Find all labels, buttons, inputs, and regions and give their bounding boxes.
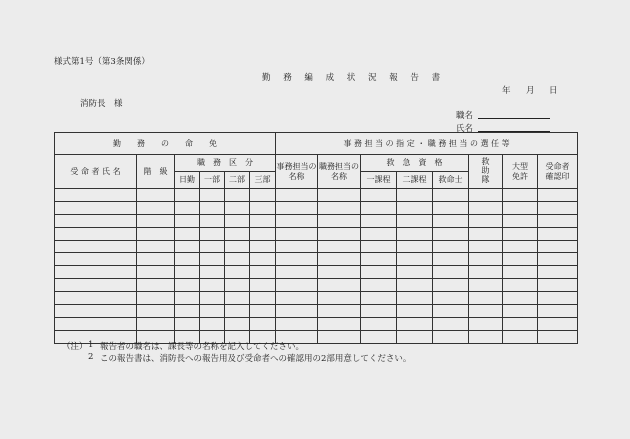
table-cell[interactable] [538,240,578,253]
table-cell[interactable] [361,189,397,202]
table-cell[interactable] [200,305,225,318]
table-cell[interactable] [175,279,200,292]
name-label: 氏名 [456,124,474,134]
table-cell[interactable] [318,266,361,279]
table-cell[interactable] [137,292,175,305]
table-cell[interactable] [361,330,397,343]
table-cell[interactable] [175,240,200,253]
table-cell[interactable] [503,317,538,330]
table-cell[interactable] [175,305,200,318]
table-cell[interactable] [175,292,200,305]
table-cell[interactable] [225,279,250,292]
position-field-line[interactable] [478,118,550,119]
table-cell[interactable] [55,279,137,292]
table-cell[interactable] [225,317,250,330]
table-cell[interactable] [276,317,318,330]
table-cell[interactable] [250,240,276,253]
table-row [55,317,578,330]
table-cell[interactable] [276,279,318,292]
note-2-text: この報告書は、消防長への報告用及び受命者への確認用の2部用意してください。 [100,354,412,364]
form-id: 様式第1号（第3条関係） [54,57,150,67]
table-cell[interactable] [433,266,469,279]
table-cell[interactable] [538,305,578,318]
table-row [55,240,578,253]
table-cell[interactable] [200,201,225,214]
table-cell[interactable] [318,292,361,305]
table-cell[interactable] [318,253,361,266]
col-header-rescue-unit-text: 救助隊 [481,157,490,184]
table-cell[interactable] [55,214,137,227]
table-cell[interactable] [137,253,175,266]
table-cell[interactable] [200,266,225,279]
table-cell[interactable] [250,292,276,305]
col-header-shift-1: 一部 [200,172,225,189]
header-row-sub [55,155,578,172]
table-cell[interactable] [397,253,433,266]
duty-report-table [54,132,578,344]
table-cell[interactable] [250,227,276,240]
table-cell[interactable] [433,253,469,266]
table-cell[interactable] [175,253,200,266]
table-cell[interactable] [276,253,318,266]
table-cell[interactable] [361,253,397,266]
table-cell[interactable] [200,240,225,253]
col-header-rescue-group: 救 急 資 格 [361,155,469,172]
col-header-duty-task: 職務担当の名称 [318,155,361,189]
table-cell[interactable] [225,189,250,202]
table-cell[interactable] [433,317,469,330]
note-1-number: 1 [88,340,94,350]
table-row [55,253,578,266]
table-cell[interactable] [469,214,503,227]
table-cell[interactable] [318,279,361,292]
position-label: 職名 [456,111,474,121]
table-cell[interactable] [250,214,276,227]
table-cell[interactable] [469,317,503,330]
table-row [55,279,578,292]
table-cell[interactable] [397,240,433,253]
table-row [55,292,578,305]
table-cell[interactable] [55,201,137,214]
table-cell[interactable] [433,214,469,227]
table-cell[interactable] [361,305,397,318]
table-cell[interactable] [318,227,361,240]
table-cell[interactable] [276,189,318,202]
table-cell[interactable] [397,330,433,343]
table-row [55,214,578,227]
table-cell[interactable] [175,266,200,279]
col-header-approval-text: 受命者確認印 [545,162,570,181]
table-cell[interactable] [503,279,538,292]
note-2-number: 2 [88,352,94,362]
table-cell[interactable] [225,305,250,318]
table-cell[interactable] [538,189,578,202]
table-cell[interactable] [397,227,433,240]
table-cell[interactable] [503,330,538,343]
table-cell[interactable] [538,266,578,279]
table-cell[interactable] [55,266,137,279]
col-header-large-license [503,155,538,189]
table-cell[interactable] [200,292,225,305]
table-cell[interactable] [503,227,538,240]
table-cell[interactable] [397,214,433,227]
table-cell[interactable] [397,292,433,305]
table-cell[interactable] [225,240,250,253]
table-row [55,305,578,318]
table-cell[interactable] [55,253,137,266]
table-cell[interactable] [318,201,361,214]
table-cell[interactable] [503,266,538,279]
table-cell[interactable] [361,279,397,292]
table-cell[interactable] [55,189,137,202]
col-header-shift-group: 職 務 区 分 [175,155,276,172]
table-cell[interactable] [433,240,469,253]
group-header-duty: 勤 務 の 命 免 [55,133,276,155]
table-cell[interactable] [538,227,578,240]
table-cell[interactable] [469,253,503,266]
col-header-approval [538,155,578,189]
table-cell[interactable] [225,214,250,227]
data-rows [55,189,578,344]
table-cell[interactable] [175,189,200,202]
table-cell[interactable] [318,240,361,253]
table-cell[interactable] [276,227,318,240]
table-cell[interactable] [469,189,503,202]
table-cell[interactable] [361,240,397,253]
col-header-rescue-course1: 一課程 [361,172,397,189]
table-cell[interactable] [225,201,250,214]
table-cell[interactable] [538,201,578,214]
table-row [55,227,578,240]
table-cell[interactable] [200,227,225,240]
table-cell[interactable] [433,279,469,292]
col-header-shift-day: 日勤 [175,172,200,189]
table-cell[interactable] [469,201,503,214]
table-cell[interactable] [137,189,175,202]
table-cell[interactable] [55,240,137,253]
table-cell[interactable] [469,240,503,253]
table-cell[interactable] [397,266,433,279]
table-cell[interactable] [175,201,200,214]
table-cell[interactable] [469,330,503,343]
col-header-rescue-unit [469,155,503,189]
table-cell[interactable] [200,214,225,227]
table-cell[interactable] [503,201,538,214]
table-cell[interactable] [361,266,397,279]
table-cell[interactable] [361,317,397,330]
table-cell[interactable] [276,266,318,279]
table-cell[interactable] [361,201,397,214]
col-header-name: 受 命 者 氏 名 [55,155,137,189]
table-cell[interactable] [225,266,250,279]
table-cell[interactable] [137,214,175,227]
table-cell[interactable] [137,317,175,330]
table-cell[interactable] [503,305,538,318]
table-cell[interactable] [276,305,318,318]
table-cell[interactable] [397,201,433,214]
table-cell[interactable] [200,279,225,292]
table-cell[interactable] [200,189,225,202]
table-cell[interactable] [250,189,276,202]
table-cell[interactable] [469,266,503,279]
table-cell[interactable] [175,214,200,227]
table-cell[interactable] [250,253,276,266]
table-cell[interactable] [137,279,175,292]
table-cell[interactable] [276,214,318,227]
table-cell[interactable] [137,266,175,279]
col-header-rescue-course2: 二課程 [397,172,433,189]
table-cell[interactable] [433,201,469,214]
table-cell[interactable] [361,214,397,227]
table-cell[interactable] [225,253,250,266]
table-cell[interactable] [137,201,175,214]
table-cell[interactable] [433,305,469,318]
table-cell[interactable] [276,240,318,253]
table-cell[interactable] [276,292,318,305]
table-cell[interactable] [175,227,200,240]
date-month-label: 月 [526,86,535,96]
table-cell[interactable] [397,189,433,202]
table-cell[interactable] [318,189,361,202]
table-row [55,266,578,279]
note-1-text: 報告者の職名は、課長等の名称を記入してください。 [100,342,305,352]
table-cell[interactable] [503,292,538,305]
table-cell[interactable] [55,305,137,318]
table-cell[interactable] [225,292,250,305]
table-cell[interactable] [250,279,276,292]
table-cell[interactable] [250,266,276,279]
table-cell[interactable] [469,227,503,240]
table-cell[interactable] [55,227,137,240]
notes-prefix: （注） [62,342,88,352]
table-cell[interactable] [200,253,225,266]
table-cell[interactable] [469,279,503,292]
table-cell[interactable] [397,317,433,330]
date-year-label: 年 [502,86,511,96]
table-cell[interactable] [318,317,361,330]
table-cell[interactable] [318,305,361,318]
date-day-label: 日 [549,86,558,96]
table-cell[interactable] [397,305,433,318]
table-cell[interactable] [397,279,433,292]
table-cell[interactable] [538,330,578,343]
table-cell[interactable] [503,253,538,266]
table-cell[interactable] [503,214,538,227]
table-cell[interactable] [250,305,276,318]
table-cell[interactable] [538,214,578,227]
col-header-paramedic: 救命士 [433,172,469,189]
col-header-shift-3: 三部 [250,172,276,189]
table-cell[interactable] [361,227,397,240]
table-cell[interactable] [318,330,361,343]
table-cell[interactable] [538,317,578,330]
table-cell[interactable] [200,317,225,330]
table-cell[interactable] [137,240,175,253]
table-cell[interactable] [433,330,469,343]
table-cell[interactable] [433,189,469,202]
table-cell[interactable] [433,227,469,240]
table-cell[interactable] [538,253,578,266]
table-cell[interactable] [137,227,175,240]
col-header-office-task: 事務担当の名称 [276,155,318,189]
col-header-large-license-text: 大型免許 [512,162,528,181]
table-cell[interactable] [276,201,318,214]
table-cell[interactable] [137,305,175,318]
table-cell[interactable] [318,214,361,227]
table-cell[interactable] [361,292,397,305]
group-header-assignment: 事 務 担 当 の 指 定 ・ 職 務 担 当 の 選 任 等 [276,133,578,155]
table-cell[interactable] [225,227,250,240]
col-header-rank: 階 級 [137,155,175,189]
table-cell[interactable] [469,292,503,305]
table-row [55,201,578,214]
table-cell[interactable] [469,305,503,318]
table-cell[interactable] [538,279,578,292]
addressee: 消防長 様 [80,99,123,109]
table-cell[interactable] [433,292,469,305]
table-cell[interactable] [55,317,137,330]
table-cell[interactable] [250,317,276,330]
table-cell[interactable] [175,317,200,330]
header-row-groups [55,133,578,155]
table-cell[interactable] [250,201,276,214]
table-cell[interactable] [55,292,137,305]
form-title: 勤 務 編 成 状 況 報 告 書 [262,73,446,83]
table-cell[interactable] [503,189,538,202]
col-header-shift-2: 二部 [225,172,250,189]
table-cell[interactable] [503,240,538,253]
table-cell[interactable] [538,292,578,305]
table-row [55,189,578,202]
